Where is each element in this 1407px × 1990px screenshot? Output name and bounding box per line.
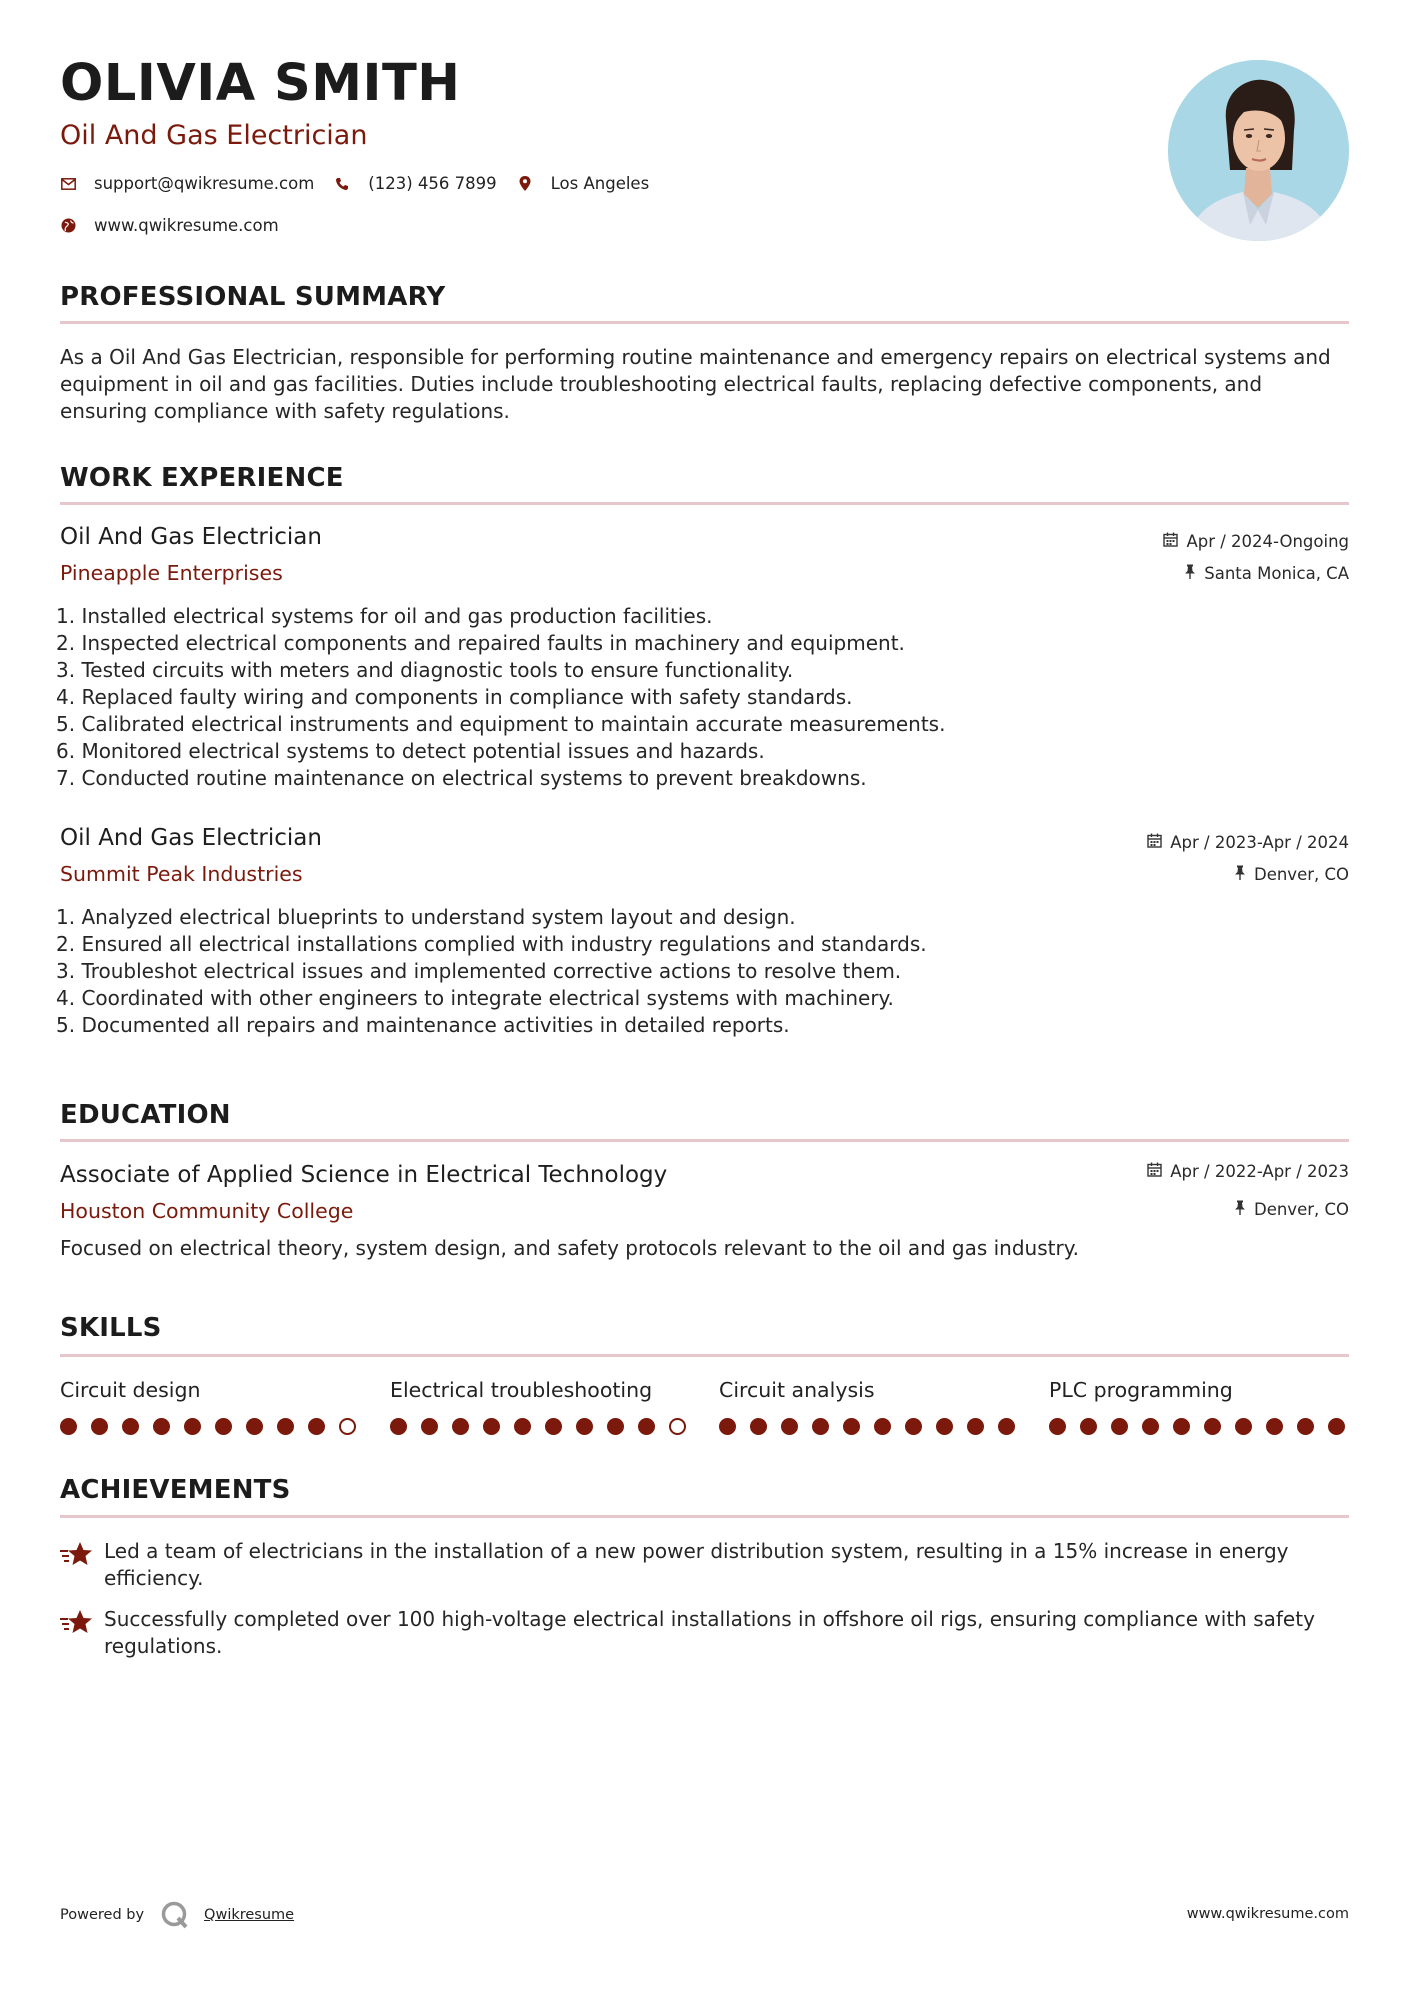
achievement-item	[60, 1538, 1350, 1592]
rating-dot-filled	[1049, 1418, 1066, 1435]
education-heading: EDUCATION	[60, 1100, 231, 1130]
education-description: Focused on electrical theory, system design, and safety protocols relevant to the oil and gas industry.	[60, 1236, 1080, 1260]
achievement-text: Successfully completed over 100 high-voltage electrical installations in offshore oil rigs, ensuring compliance with safety regulations.	[104, 1607, 1315, 1658]
candidate-name: OLIVIA SMITH	[60, 54, 461, 113]
list-item: 6. Monitored electrical systems to detect potential issues and hazards.	[56, 739, 765, 763]
rating-dot-filled	[483, 1418, 500, 1435]
rating-dot-filled	[843, 1418, 860, 1435]
education-dates-text: Apr / 2022-Apr / 2023	[1170, 1162, 1349, 1181]
rating-dot-filled	[1328, 1418, 1345, 1435]
skill-name: Circuit analysis	[719, 1378, 875, 1402]
rating-dot-filled	[153, 1418, 170, 1435]
list-item: 5. Calibrated electrical instruments and equipment to maintain accurate measurements.	[56, 712, 946, 736]
contact-row	[60, 174, 669, 193]
rating-dot-filled	[781, 1418, 798, 1435]
footer-website[interactable]: www.qwikresume.com	[1186, 1906, 1349, 1922]
skill-name: PLC programming	[1049, 1378, 1233, 1402]
rating-dot-filled	[122, 1418, 139, 1435]
rating-dot-filled	[1266, 1418, 1283, 1435]
skill-rating	[719, 1418, 1019, 1435]
skill-item	[719, 1378, 1019, 1435]
rating-dot-filled	[1204, 1418, 1221, 1435]
rating-dot-filled	[60, 1418, 77, 1435]
job-location-text: Santa Monica, CA	[1204, 564, 1349, 583]
list-item: 4. Coordinated with other engineers to integrate electrical systems with machinery.	[56, 986, 894, 1010]
job-dates	[1147, 833, 1349, 852]
rating-dot-filled	[452, 1418, 469, 1435]
contact-row	[60, 216, 299, 235]
list-item: 1. Analyzed electrical blueprints to understand system layout and design.	[56, 905, 796, 929]
rating-dot-filled	[967, 1418, 984, 1435]
experience-heading: WORK EXPERIENCE	[60, 463, 344, 493]
rating-dot-filled	[812, 1418, 829, 1435]
candidate-title: Oil And Gas Electrician	[60, 120, 368, 151]
job-dates-text: Apr / 2024-Ongoing	[1186, 532, 1349, 551]
skill-item	[60, 1378, 360, 1435]
achievement-text: Led a team of electricians in the installation of a new power distribution system, resulting in a 15% increase in energy efficiency.	[104, 1539, 1289, 1590]
rating-dot-filled	[576, 1418, 593, 1435]
job-location-text: Denver, CO	[1253, 865, 1349, 884]
rating-dot-filled	[1142, 1418, 1159, 1435]
rating-dot-filled	[905, 1418, 922, 1435]
list-item: 3. Tested circuits with meters and diagnostic tools to ensure functionality.	[56, 658, 794, 682]
rating-dot-filled	[390, 1418, 407, 1435]
skill-rating	[60, 1418, 360, 1435]
list-item: 7. Conducted routine maintenance on electrical systems to prevent breakdowns.	[56, 766, 867, 790]
footer-branding	[60, 1900, 294, 1930]
job-dates	[1163, 532, 1349, 551]
globe-icon	[60, 218, 76, 234]
calendar-icon	[1147, 833, 1162, 852]
email-link[interactable]: support@qwikresume.com	[94, 174, 315, 193]
star-icon	[60, 1540, 94, 1570]
rating-dot-filled	[277, 1418, 294, 1435]
skill-name: Electrical troubleshooting	[390, 1378, 653, 1402]
powered-by-label: Powered by	[60, 1907, 145, 1923]
rating-dot-filled	[1111, 1418, 1128, 1435]
rating-dot-filled	[1173, 1418, 1190, 1435]
job-location	[1184, 564, 1349, 583]
profile-photo	[1168, 60, 1349, 241]
rating-dot-filled	[1080, 1418, 1097, 1435]
rating-dot-filled	[421, 1418, 438, 1435]
job-responsibilities	[56, 603, 1256, 792]
list-item: 1. Installed electrical systems for oil and gas production facilities.	[56, 604, 713, 628]
rating-dot-filled	[936, 1418, 953, 1435]
section-divider	[60, 1515, 1349, 1518]
pushpin-icon	[1184, 564, 1196, 583]
rating-dot-filled	[545, 1418, 562, 1435]
rating-dot-empty	[669, 1418, 686, 1435]
qwikresume-logo-icon	[160, 1900, 190, 1930]
qwikresume-link[interactable]: Qwikresume	[204, 1907, 295, 1923]
rating-dot-empty	[339, 1418, 356, 1435]
rating-dot-filled	[91, 1418, 108, 1435]
list-item: 2. Inspected electrical components and repaired faults in machinery and equipment.	[56, 631, 905, 655]
location-text: Los Angeles	[550, 174, 650, 193]
education-location	[1234, 1200, 1349, 1219]
job-title: Oil And Gas Electrician	[60, 524, 322, 550]
phone-number: (123) 456 7899	[368, 174, 497, 193]
job-location	[1234, 865, 1349, 884]
section-divider	[60, 1354, 1349, 1357]
job-responsibilities	[56, 904, 1256, 1039]
rating-dot-filled	[184, 1418, 201, 1435]
pushpin-icon	[1234, 1200, 1246, 1219]
school-name: Houston Community College	[60, 1199, 354, 1223]
envelope-icon	[60, 176, 76, 192]
list-item: 3. Troubleshot electrical issues and implemented corrective actions to resolve them.	[56, 959, 902, 983]
skill-name: Circuit design	[60, 1378, 201, 1402]
rating-dot-filled	[638, 1418, 655, 1435]
achievements-heading: ACHIEVEMENTS	[60, 1475, 291, 1505]
map-pin-icon	[517, 176, 533, 192]
summary-heading: PROFESSIONAL SUMMARY	[60, 282, 446, 312]
skill-item	[1049, 1378, 1349, 1435]
rating-dot-filled	[514, 1418, 531, 1435]
skill-rating	[1049, 1418, 1349, 1435]
summary-text: As a Oil And Gas Electrician, responsible for performing routine maintenance and emergency repairs on electrical systems and equipment in oil and gas facilities. Duties include troubleshooting electrical faults, replacing defective components, and ensuring compliance with safety regulations.	[60, 345, 1331, 423]
rating-dot-filled	[719, 1418, 736, 1435]
pushpin-icon	[1234, 865, 1246, 884]
job-company: Summit Peak Industries	[60, 862, 303, 886]
skills-heading: SKILLS	[60, 1313, 162, 1343]
skill-item	[390, 1378, 690, 1435]
section-divider	[60, 1139, 1349, 1142]
skill-rating	[390, 1418, 690, 1435]
list-item: 4. Replaced faulty wiring and components in compliance with safety standards.	[56, 685, 853, 709]
rating-dot-filled	[308, 1418, 325, 1435]
job-title: Oil And Gas Electrician	[60, 825, 322, 851]
education-location-text: Denver, CO	[1253, 1200, 1349, 1219]
list-item: 5. Documented all repairs and maintenance activities in detailed reports.	[56, 1013, 790, 1037]
degree-title: Associate of Applied Science in Electrical Technology	[60, 1162, 668, 1188]
rating-dot-filled	[1297, 1418, 1314, 1435]
achievement-item	[60, 1606, 1350, 1660]
rating-dot-filled	[215, 1418, 232, 1435]
star-icon	[60, 1608, 94, 1638]
calendar-icon	[1147, 1162, 1162, 1181]
calendar-icon	[1163, 532, 1178, 551]
education-dates	[1147, 1162, 1349, 1181]
section-divider	[60, 321, 1349, 324]
website-link[interactable]: www.qwikresume.com	[94, 216, 279, 235]
phone-icon	[334, 176, 350, 192]
rating-dot-filled	[246, 1418, 263, 1435]
job-dates-text: Apr / 2023-Apr / 2024	[1170, 833, 1349, 852]
job-company: Pineapple Enterprises	[60, 561, 283, 585]
section-divider	[60, 502, 1349, 505]
list-item: 2. Ensured all electrical installations complied with industry regulations and standards.	[56, 932, 927, 956]
rating-dot-filled	[998, 1418, 1015, 1435]
rating-dot-filled	[1235, 1418, 1252, 1435]
rating-dot-filled	[750, 1418, 767, 1435]
rating-dot-filled	[874, 1418, 891, 1435]
rating-dot-filled	[607, 1418, 624, 1435]
